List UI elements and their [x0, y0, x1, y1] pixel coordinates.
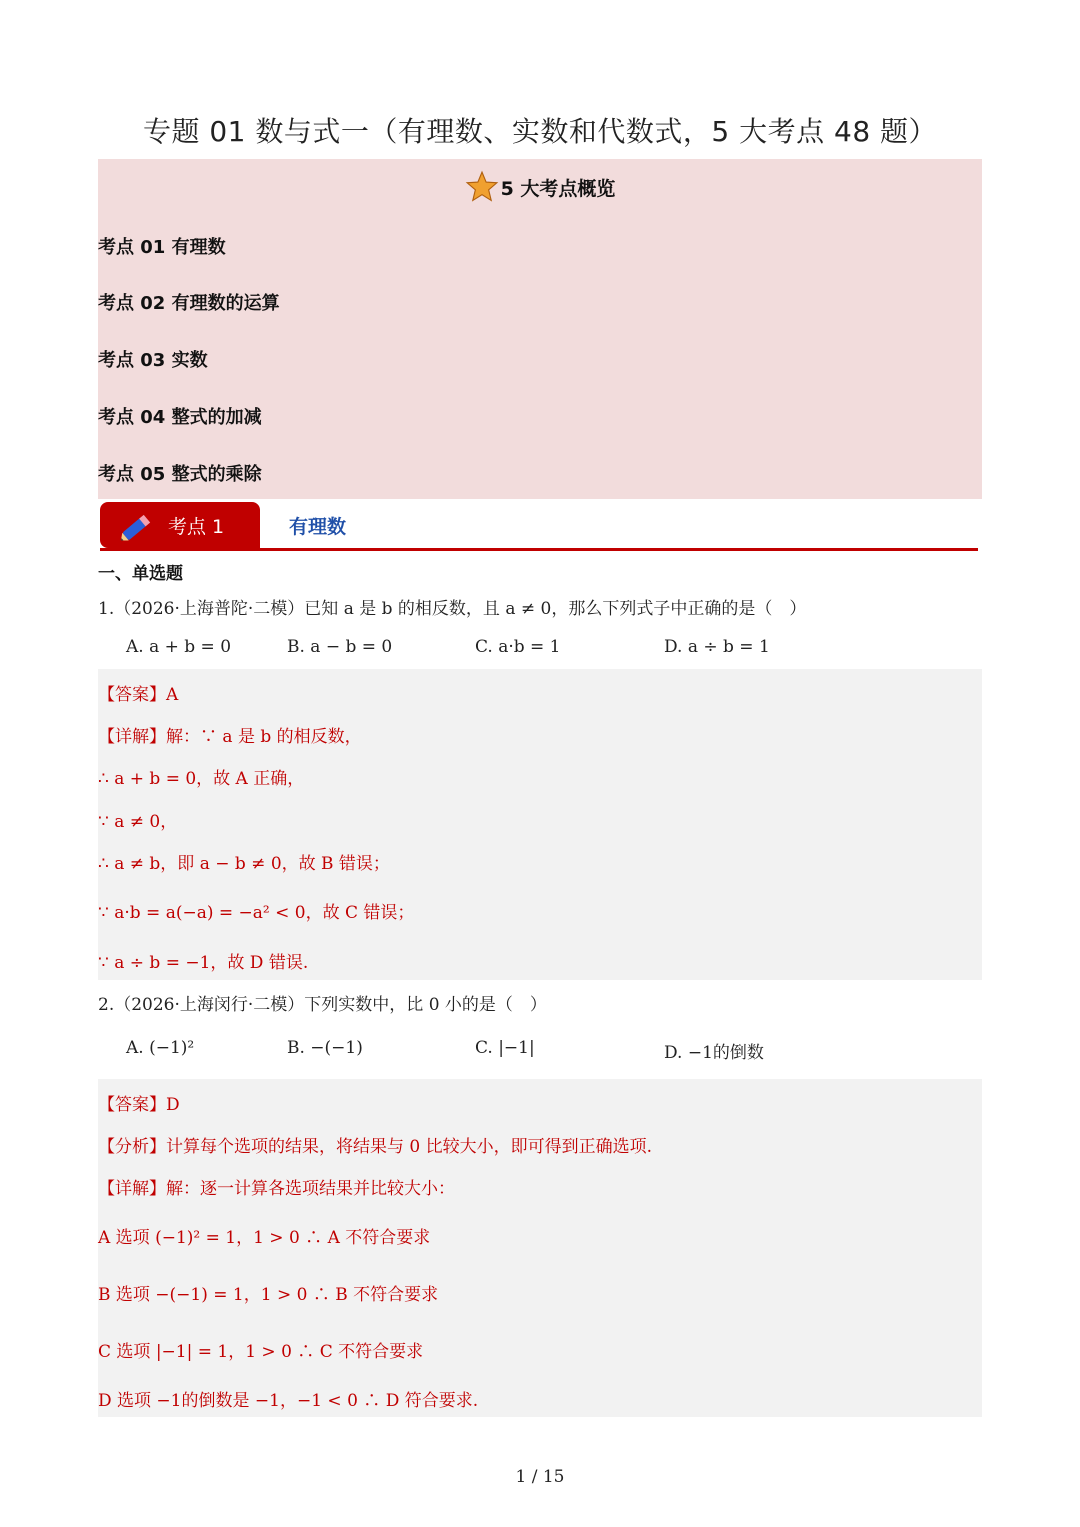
question-1-option-b: B. a − b = 0 — [287, 637, 393, 657]
banner-underline — [100, 548, 978, 551]
question-1-option-a: A. a + b = 0 — [126, 637, 232, 657]
question-2-detail-line: D 选项 −1的倒数是 −1，−1 < 0 ∴ D 符合要求. — [98, 1391, 479, 1411]
document-title: 专题 01 数与式一（有理数、实数和代数式，5 大考点 48 题） — [142, 115, 938, 148]
question-2-answer-box — [98, 1079, 982, 1417]
overview-heading — [0, 170, 1080, 204]
banner-topic: 有理数 — [289, 516, 347, 538]
overview-item-4: 考点 04 整式的加减 — [98, 407, 262, 428]
question-1-answer-box — [98, 669, 982, 980]
question-2-detail-line: C 选项 |−1| = 1，1 > 0 ∴ C 不符合要求 — [98, 1342, 424, 1362]
question-1-detail-line: 【详解】解：∵ a 是 b 的相反数， — [98, 727, 362, 747]
question-1-detail-line: ∵ a ≠ 0， — [98, 812, 178, 832]
question-1-detail-line: ∵ a·b = a(−a) = −a² < 0，故 C 错误； — [98, 903, 415, 923]
question-2-answer: 【答案】D — [98, 1095, 180, 1115]
star-icon — [465, 170, 499, 204]
question-2-detail-line: A 选项 (−1)² = 1，1 > 0 ∴ A 不符合要求 — [98, 1228, 431, 1248]
question-1-detail-line: ∴ a + b = 0，故 A 正确， — [98, 769, 305, 789]
question-1-stem: 1.（2026·上海普陀·二模）已知 a 是 b 的相反数，且 a ≠ 0，那么下列式子中正确的是（ ） — [98, 599, 807, 619]
overview-item-3: 考点 03 实数 — [98, 350, 208, 371]
overview-panel — [98, 159, 982, 499]
overview-item-2: 考点 02 有理数的运算 — [98, 293, 280, 314]
overview-item-1: 考点 01 有理数 — [98, 237, 226, 258]
overview-item-5: 考点 05 整式的乘除 — [98, 464, 262, 485]
question-2-analysis: 【分析】计算每个选项的结果，将结果与 0 比较大小，即可得到正确选项. — [98, 1137, 653, 1157]
question-1-option-c: C. a·b = 1 — [475, 637, 561, 657]
question-2-option-b: B. −(−1) — [287, 1038, 363, 1058]
question-2-option-d: D. −1的倒数 — [664, 1043, 764, 1063]
banner-label: 考点 1 — [168, 516, 225, 538]
section-title: 一、单选题 — [98, 564, 183, 584]
question-1-detail-line: ∵ a ÷ b = −1，故 D 错误. — [98, 953, 309, 973]
question-2-stem: 2.（2026·上海闵行·二模）下列实数中，比 0 小的是（ ） — [98, 995, 547, 1015]
question-1-option-d: D. a ÷ b = 1 — [664, 637, 770, 657]
question-2-detail-line: B 选项 −(−1) = 1，1 > 0 ∴ B 不符合要求 — [98, 1285, 439, 1305]
topic-banner — [100, 502, 260, 548]
question-1-answer: 【答案】A — [98, 685, 179, 705]
page-number: 1 / 15 — [515, 1467, 565, 1487]
question-2-detail-line: 【详解】解：逐一计算各选项结果并比较大小： — [98, 1179, 455, 1199]
overview-heading-text: 5 大考点概览 — [500, 177, 616, 200]
question-1-detail-line: ∴ a ≠ b，即 a − b ≠ 0，故 B 错误； — [98, 854, 390, 874]
pencil-icon — [114, 504, 160, 550]
question-2-option-a: A. (−1)² — [126, 1038, 195, 1058]
question-2-option-c: C. |−1| — [475, 1038, 535, 1058]
